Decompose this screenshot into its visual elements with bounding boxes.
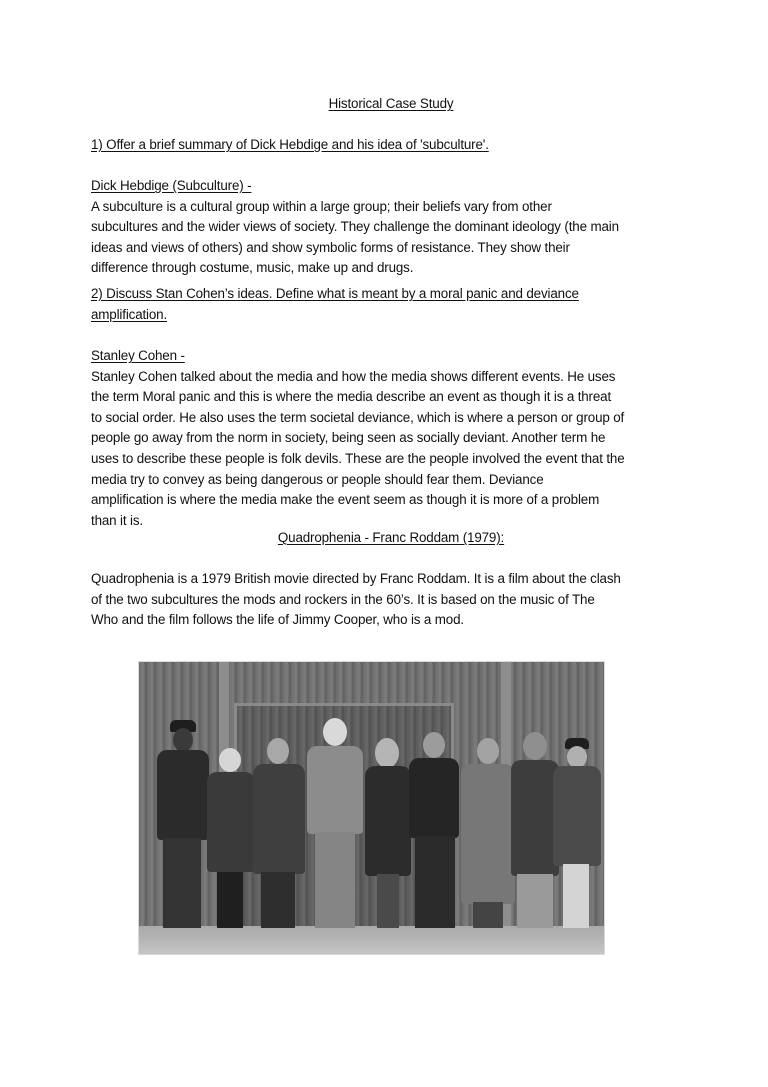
paragraph-line: media try to convey as being dangerous or people should fear them. Deviance [91, 471, 544, 487]
person-figure [153, 720, 213, 928]
question-1: 1) Offer a brief summary of Dick Hebdige and his idea of 'subculture'. [91, 137, 489, 152]
paragraph-line: people go away from the norm in society, being seen as socially deviant. Another term he [91, 430, 606, 446]
person-figure [305, 718, 365, 928]
paragraph-line: Quadrophenia is a 1979 British movie directed by Franc Roddam. It is a film about the clash [91, 571, 621, 586]
paragraph-line: uses to describe these people is folk devils. These are the people involved the event that the [91, 450, 625, 466]
person-figure [551, 738, 603, 928]
question-line: amplification. [91, 306, 168, 322]
subheading-hebdige: Dick Hebdige (Subculture) - [91, 178, 252, 193]
section-cohen [91, 346, 691, 531]
ground [139, 926, 604, 954]
quadrophenia-heading: Quadrophenia - Franc Roddam (1979): [277, 530, 505, 545]
person-figure [407, 732, 461, 928]
paragraph-line: of the two subcultures the mods and rockers in the 60’s. It is based on the music of The [91, 591, 595, 607]
question-2 [91, 284, 691, 325]
paragraph-line: subcultures and the wider views of society. They challenge the dominant ideology (the main [91, 219, 619, 235]
paragraph-line: to social order. He also uses the term societal deviance, which is where a person or group of [91, 409, 625, 425]
paragraph-line: than it is. [91, 512, 143, 528]
paragraph-line: amplification is where the media make the event seem as though it is more of a problem [91, 492, 600, 508]
paragraph-line: Stanley Cohen talked about the media and how the media shows different events. He uses [91, 368, 616, 384]
quadrophenia-cast-photo [139, 662, 604, 954]
person-figure [251, 738, 307, 928]
person-figure [205, 748, 257, 928]
subheading-cohen: Stanley Cohen - [91, 348, 185, 363]
document-title: Historical Case Study [328, 96, 454, 111]
paragraph-line: the term Moral panic and this is where the media describe an event as though it is a threat [91, 389, 612, 405]
paragraph-line: A subculture is a cultural group within a large group; their beliefs vary from other [91, 198, 552, 214]
paragraph-line: ideas and views of others) and show symbolic forms of resistance. They show their [91, 239, 570, 255]
person-figure [363, 738, 413, 928]
paragraph-line: difference through costume, music, make up and drugs. [91, 260, 414, 276]
section-quadrophenia [91, 569, 691, 631]
section-hebdige [91, 176, 691, 279]
question-line: 2) Discuss Stan Cohen’s ideas. Define what is meant by a moral panic and deviance [91, 286, 579, 301]
paragraph-line: Who and the film follows the life of Jimmy Cooper, who is a mod. [91, 612, 464, 628]
